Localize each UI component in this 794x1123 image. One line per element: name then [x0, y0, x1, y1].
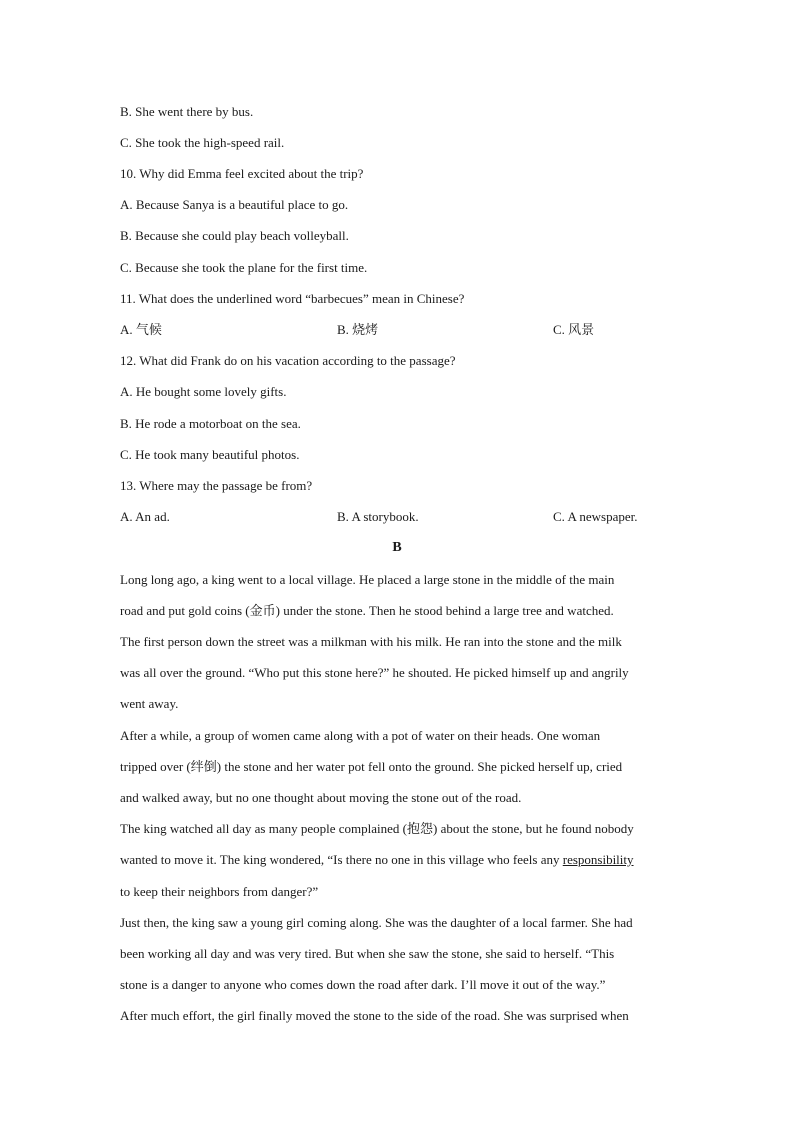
passage-line: been working all day and was very tired. But when she saw the stone, she said to herself. “This: [120, 946, 615, 961]
passage-line: After much effort, the girl finally moved the stone to the side of the road. She was surprised when: [120, 1008, 629, 1023]
passage-text: wanted to move it. The king wondered, “Is there no one in this village who feels any: [120, 852, 563, 867]
q13-option-a: A. An ad.: [120, 509, 170, 524]
section-title: B: [392, 540, 402, 555]
q9-option-c: C. She took the high-speed rail.: [120, 135, 285, 150]
q13-option-b: B. A storybook.: [337, 509, 419, 524]
q9-option-b: B. She went there by bus.: [120, 104, 254, 119]
passage-line: Long long ago, a king went to a local village. He placed a large stone in the middle of the main: [120, 572, 615, 587]
q10-option-a: A. Because Sanya is a beautiful place to go.: [120, 197, 349, 212]
q12-option-b: B. He rode a motorboat on the sea.: [120, 416, 301, 431]
q10-question: 10. Why did Emma feel excited about the trip?: [120, 166, 364, 181]
q11-options: [120, 322, 680, 338]
q10-option-b: B. Because she could play beach volleyball.: [120, 228, 349, 243]
underlined-word: responsibility: [562, 852, 634, 867]
q11-question: 11. What does the underlined word “barbecues” mean in Chinese?: [120, 291, 465, 306]
q12-option-a: A. He bought some lovely gifts.: [120, 384, 287, 399]
passage-line: stone is a danger to anyone who comes down the road after dark. I’ll move it out of the way.”: [120, 977, 606, 992]
q11-option-b: B. 烧烤: [337, 322, 379, 337]
q11-option-c: C. 风景: [553, 322, 595, 337]
passage-line: to keep their neighbors from danger?”: [120, 884, 319, 899]
passage-line: After a while, a group of women came along with a pot of water on their heads. One woman: [120, 728, 601, 743]
q13-question: 13. Where may the passage be from?: [120, 478, 313, 493]
passage-line: [120, 852, 634, 868]
passage-line: tripped over (绊倒) the stone and her water pot fell onto the ground. She picked herself up, cried: [120, 759, 623, 774]
passage-line: The king watched all day as many people complained (抱怨) about the stone, but he found nobody: [120, 821, 634, 836]
q10-option-c: C. Because she took the plane for the first time.: [120, 260, 368, 275]
q13-option-c: C. A newspaper.: [553, 509, 638, 524]
passage-line: was all over the ground. “Who put this stone here?” he shouted. He picked himself up and angrily: [120, 665, 629, 680]
passage-line: The first person down the street was a milkman with his milk. He ran into the stone and the milk: [120, 634, 622, 649]
q12-question: 12. What did Frank do on his vacation according to the passage?: [120, 353, 456, 368]
passage-line: road and put gold coins (金币) under the stone. Then he stood behind a large tree and watched.: [120, 603, 614, 618]
q12-option-c: C. He took many beautiful photos.: [120, 447, 300, 462]
passage-line: and walked away, but no one thought about moving the stone out of the road.: [120, 790, 522, 805]
passage-line: Just then, the king saw a young girl coming along. She was the daughter of a local farmer. She had: [120, 915, 633, 930]
q13-options: [120, 509, 680, 525]
q11-option-a: A. 气候: [120, 322, 162, 337]
passage-line: went away.: [120, 696, 179, 711]
